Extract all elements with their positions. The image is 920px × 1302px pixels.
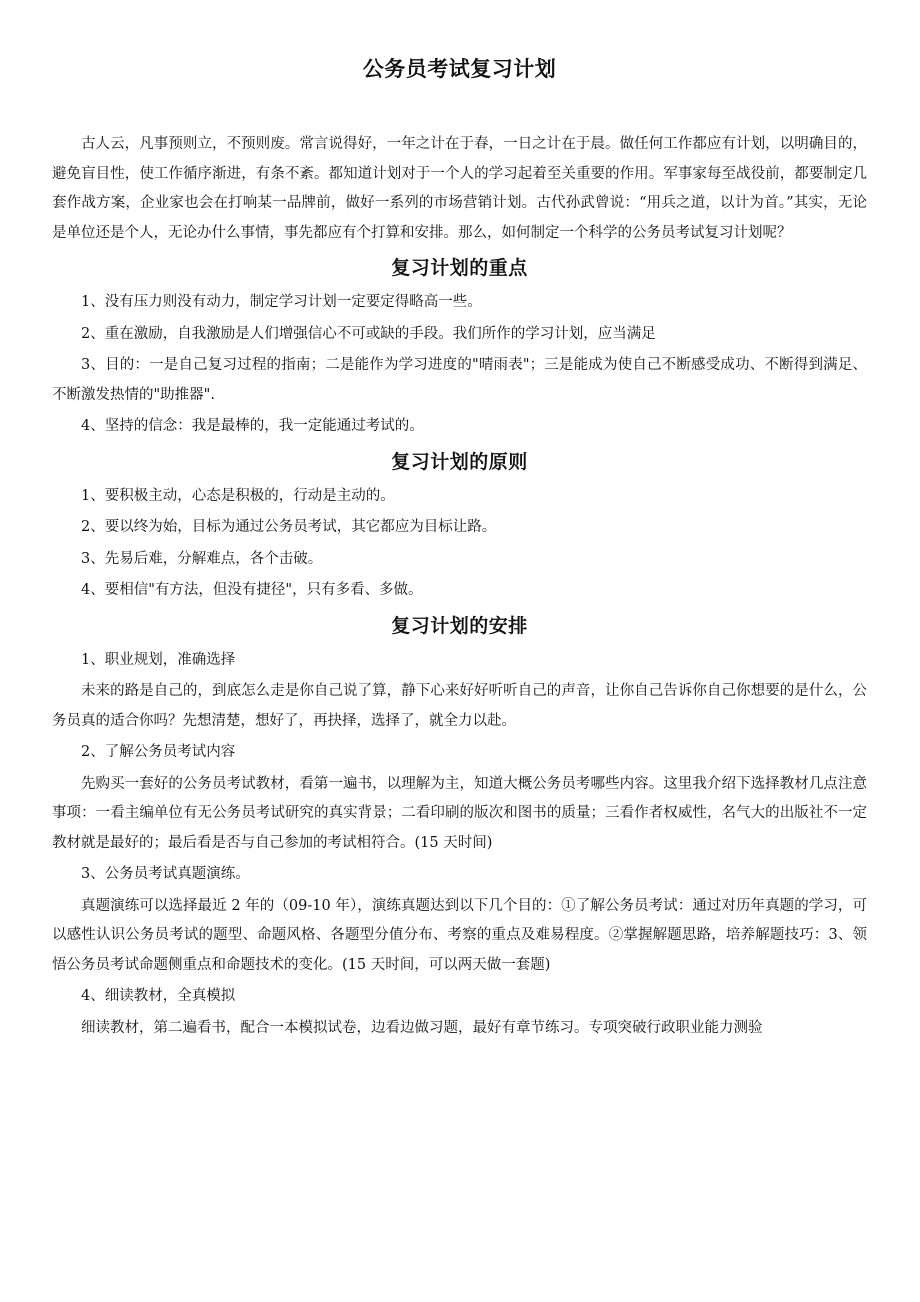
paragraph: 先购买一套好的公务员考试教材，看第一遍书，以理解为主，知道大概公务员考哪些内容。这里我介绍下选择教材几点注意事项：一看主编单位有无公务员考试研究的真实背景；二看印刷的版次和图书的质量；三看作者权威性，名气大的出版社不一定教材就是最好的；最后看是否与自己参加的考试相符合。(15 天时间) xyxy=(52,775,867,851)
paragraph: 1、没有压力则没有动力，制定学习计划一定要定得略高一些。 xyxy=(81,294,482,310)
paragraph: 未来的路是自己的，到底怎么走是你自己说了算，静下心来好好听听自己的声音，让你自己告诉你自己你想要的是什么，公务员真的适合你吗？先想清楚，想好了，再抉择，选择了，就全力以赴。 xyxy=(52,683,867,729)
section-key-points xyxy=(52,254,867,442)
paragraph: 真题演练可以选择最近 2 年的（09-10 年），演练真题达到以下几个目的：①了解公务员考试：通过对历年真题的学习，可以感性认识公务员考试的题型、命题风格、各题型分值分布、考察的重点及难易程度。②掌握解题思路，培养解题技巧：3、领悟公务员考试命题侧重点和命题技术的变化。(15 天时间，可以两天做一套题) xyxy=(52,897,867,973)
intro-paragraph: 古人云，凡事预则立，不预则废。常言说得好，一年之计在于春，一日之计在于晨。做任何工作都应有计划，以明确目的，避免盲目性，使工作循序渐进，有条不紊。都知道计划对于一个人的学习起着至关重要的作用。军事家每至战役前，都要制定几套作战方案，企业家也会在打响某一品牌前，做好一系列的市场营销计划。古代孙武曾说：“用兵之道，以计为首。”其实，无论是单位还是个人，无论办什么事情，事先都应有个打算和安排。那么，如何制定一个科学的公务员考试复习计划呢？ xyxy=(52,136,867,241)
paragraph: 2、重在激励，自我激励是人们增强信心不可或缺的手段。我们所作的学习计划，应当满足 xyxy=(81,325,656,342)
paragraph: 4、细读教材，全真模拟 xyxy=(81,988,236,1004)
section-principles xyxy=(52,448,867,606)
paragraph: 2、要以终为始，目标为通过公务员考试，其它都应为目标让路。 xyxy=(81,519,497,535)
section-heading: 复习计划的重点 xyxy=(391,257,528,279)
section-arrangement xyxy=(52,612,867,1044)
paragraph: 1、要积极主动，心态是积极的，行动是主动的。 xyxy=(81,487,395,504)
document-title: 公务员考试复习计划 xyxy=(362,57,557,81)
paragraph: 细读教材，第二遍看书，配合一本模拟试卷，边看边做习题，最好有章节练习。专项突破行政职业能力测验 xyxy=(81,1019,763,1036)
document-body xyxy=(52,52,867,1045)
paragraph: 3、公务员考试真题演练。 xyxy=(81,866,250,882)
section-heading: 复习计划的原则 xyxy=(391,450,528,473)
paragraph: 1、职业规划，准确选择 xyxy=(81,651,236,668)
paragraph: 3、目的：一是自己复习过程的指南；二是能作为学习进度的"晴雨表"；三是能成为使自己不断感受成功、不断得到满足、不断激发热情的"助推器". xyxy=(52,357,867,403)
paragraph: 4、坚持的信念：我是最棒的，我一定能通过考试的。 xyxy=(81,418,424,434)
section-heading: 复习计划的安排 xyxy=(391,614,528,637)
paragraph: 3、先易后难，分解难点，各个击破。 xyxy=(81,550,323,567)
paragraph: 2、了解公务员考试内容 xyxy=(81,744,236,760)
paragraph: 4、要相信"有方法，但没有捷径"，只有多看、多做。 xyxy=(81,582,423,598)
